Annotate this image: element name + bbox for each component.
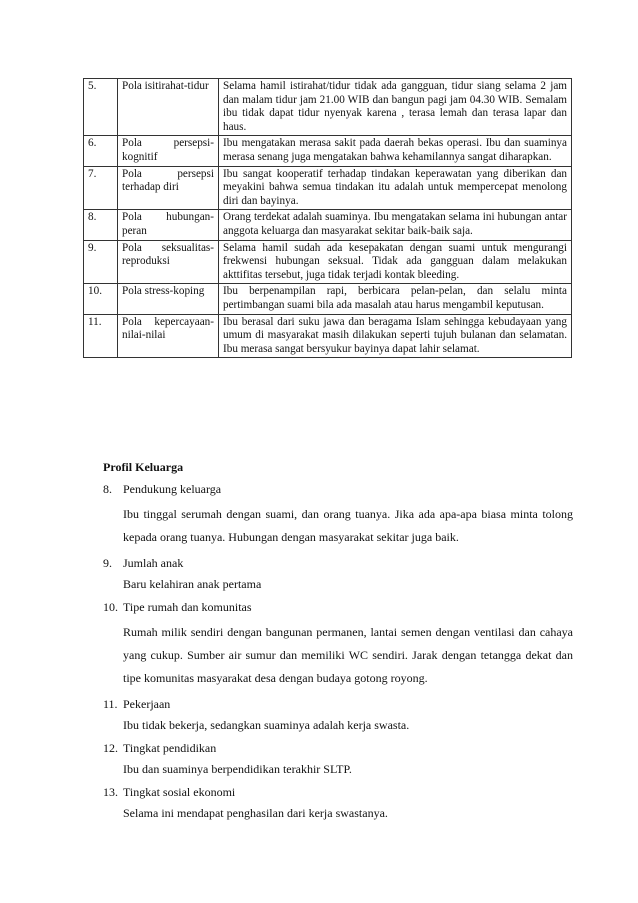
- row-description: Ibu mengatakan merasa sakit pada daerah bekas operasi. Ibu dan suaminya merasa senang juga mengatakan bahwa kehamilannya sangat diharapkan.: [219, 136, 572, 166]
- row-description: Ibu berpenampilan rapi, berbicara pelan-pelan, dan selalu minta pertimbangan suami bila ada masalah atau harus mengambil keputusan.: [219, 284, 572, 314]
- row-number: 9.: [84, 240, 118, 284]
- row-aspect: Pola seksualitas-reproduksi: [118, 240, 219, 284]
- table-row: [84, 240, 572, 284]
- item-heading: Jumlah anak: [123, 556, 184, 570]
- item-number: 9.: [103, 556, 112, 570]
- row-description: Selama hamil sudah ada kesepakatan dengan suami untuk mengurangi frekwensi hubungan seksual. Tidak ada gangguan dalam melakukan akttifitas tersebut, juga tidak terjadi kontak bleeding.: [219, 240, 572, 284]
- row-aspect: Pola hubungan-peran: [118, 210, 219, 240]
- row-description: Selama hamil istirahat/tidur tidak ada gangguan, tidur siang selama 2 jam dan malam tidur jam 21.00 WIB dan bangun pagi jam 04.30 WIB. Semalam ibu tidak dapat tidur nyenyak karena , terasa lemah dan terasa lapar dan haus.: [219, 79, 572, 136]
- item-heading: Pendukung keluarga: [123, 482, 222, 496]
- item-body: Ibu dan suaminya berpendidikan terakhir SLTP.: [123, 762, 352, 776]
- table-row: [84, 284, 572, 314]
- item-body: Baru kelahiran anak pertama: [123, 577, 262, 591]
- table-row: [84, 136, 572, 166]
- row-aspect: Pola isitirahat-tidur: [118, 79, 219, 136]
- table-row: [84, 210, 572, 240]
- item-body: Rumah milik sendiri dengan bangunan permanen, lantai semen dengan ventilasi dan cahaya yang cukup. Sumber air sumur dan memiliki WC sendiri. Jarak dengan tetangga dekat dan tipe komunitas masyarakat desa dengan budaya gotong royong.: [123, 625, 573, 685]
- table-row: [84, 79, 572, 136]
- row-aspect: Pola persepsi terhadap diri: [118, 166, 219, 210]
- item-body: Ibu tidak bekerja, sedangkan suaminya adalah kerja swasta.: [123, 718, 410, 732]
- list-item: [103, 741, 573, 776]
- table-row: [84, 166, 572, 210]
- item-heading: Pekerjaan: [123, 697, 171, 711]
- item-number: 13.: [103, 785, 118, 799]
- item-number: 10.: [103, 600, 118, 614]
- list-item: [103, 556, 573, 591]
- row-description: Ibu berasal dari suku jawa dan beragama Islam sehingga kebudayaan yang umum di masyarakat masih dilakukan seperti tujuh bulanan dan selamatan. Ibu merasa sangat bersyukur bayinya dapat lahir selamat.: [219, 314, 572, 358]
- profil-keluarga-section: [103, 460, 573, 829]
- item-number: 11.: [103, 697, 118, 711]
- row-number: 6.: [84, 136, 118, 166]
- section-title: Profil Keluarga: [103, 460, 184, 474]
- row-aspect: Pola stress-koping: [118, 284, 219, 314]
- item-body: Ibu tinggal serumah dengan suami, dan orang tuanya. Jika ada apa-apa biasa minta tolong kepada orang tuanya. Hubungan dengan masyarakat sekitar juga baik.: [123, 507, 573, 544]
- row-description: Orang terdekat adalah suaminya. Ibu mengatakan selama ini hubungan antar anggota keluarga dan masyarakat sekitar baik-baik saja.: [219, 210, 572, 240]
- row-description: Ibu sangat kooperatif terhadap tindakan keperawatan yang diberikan dan meyakini bahwa semua tindakan itu adalah untuk mempercepat menolong diri dan bayinya.: [219, 166, 572, 210]
- pola-kesehatan-table: [83, 78, 572, 358]
- list-item: [103, 600, 573, 690]
- list-item: [103, 482, 573, 549]
- row-aspect: Pola persepsi-kognitif: [118, 136, 219, 166]
- row-number: 11.: [84, 314, 118, 358]
- list-item: [103, 697, 573, 732]
- row-aspect: Pola kepercayaan-nilai-nilai: [118, 314, 219, 358]
- row-number: 10.: [84, 284, 118, 314]
- item-number: 8.: [103, 482, 112, 496]
- item-body: Selama ini mendapat penghasilan dari kerja swastanya.: [123, 806, 388, 820]
- row-number: 5.: [84, 79, 118, 136]
- list-item: [103, 785, 573, 820]
- item-heading: Tingkat sosial ekonomi: [123, 785, 236, 799]
- item-heading: Tipe rumah dan komunitas: [123, 600, 252, 614]
- row-number: 8.: [84, 210, 118, 240]
- item-heading: Tingkat pendidikan: [123, 741, 217, 755]
- table-row: [84, 314, 572, 358]
- row-number: 7.: [84, 166, 118, 210]
- item-number: 12.: [103, 741, 118, 755]
